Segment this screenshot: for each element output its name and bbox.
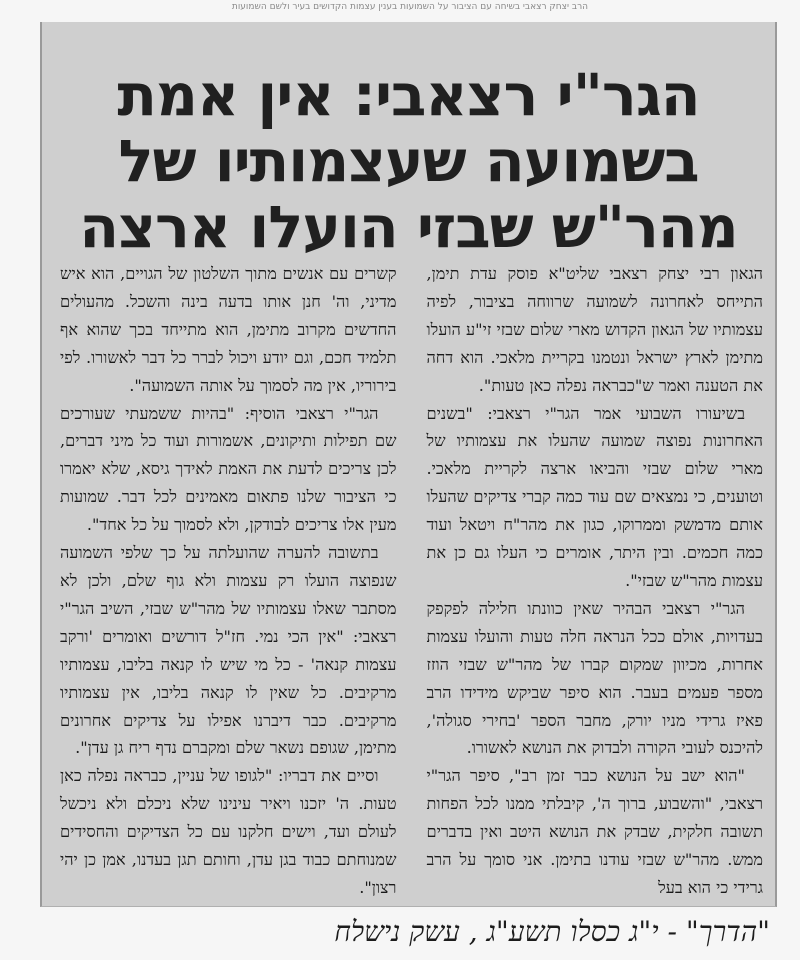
paragraph: "הוא ישב על הנושא כבר זמן רב", סיפר הגר"י רצאבי, "והשבוע, ברוך ה', קיבלתי ממנו לכל הפחות תשובה חלקית, שבדק את הנושא היטב ואין בדברים ממש. מהר"ש שבזי עודנו בתימן. אני סומך על הרב גרידי כי הוא בעל — [426, 766, 763, 897]
article-body — [60, 260, 763, 897]
paragraph: הגר"י רצאבי הוסיף: "בהיות ששמעתי שעורכים שם תפילות ותיקונים, אשמורות ועוד כל מיני דברים, לכן צריכים לדעת את האמת לאידך גיסא, שלא יאמרו כי הציבור שלנו פתאום מאמינים לכל דבר. שמועות מעין אלו צריכים לבודקן, ולא לסמוך על כל אחד". — [60, 403, 397, 535]
newspaper-clipping — [40, 22, 777, 907]
handwritten-source-note: "הדרך" - י"ג כסלו תשע"ג , עשק נישלח — [334, 915, 770, 948]
paragraph: בתשובה להערה שהועלתה על כך שלפי השמועה שנפוצה הועלו רק עצמות ולא גוף שלם, ולכן לא מסתבר שאלו עצמותיו של מהר"ש שבזי, השיב הגר"י רצאבי: "אין הכי נמי. חז"ל דורשים ואומרים 'ורקב עצמות קנאה' - כל מי שיש לו קנאה בליבו, עצמותיו מרקיבים. כל שאין לו קנאה בליבו, אין עצמותיו מרקיבים. כבר דיברנו אפילו על צדיקים אחרונים מתימן, שגופם נשאר שלם ומקברם נדף ריח גן עדן". — [60, 543, 397, 758]
article-headline — [62, 61, 755, 261]
paragraph: קשרים עם אנשים מתוך השלטון של הגויים, הוא איש מדיני, וה' חנן אותו בדעה בינה והשכל. מהעולים החדשים מקרוב מתימן, הוא מתייחד בכך שהוא אף תלמיד חכם, וגם יודע ויכול לברר כל דבר לאשורו. לפי בירוריו, אין מה לסמוך על אותה השמועה". — [60, 264, 397, 395]
paragraph: וסיים את דבריו: "לגופו של עניין, כבראה נפלה כאן טעות. ה' יזכנו ויאיר עינינו שלא ניכלם ולא ניכשל לעולם ועד, וישים חלקנו עם כל הצדיקים והחסידים שמנוחתם כבוד בגן עדן, וחותם תגן בעדנו, אמן כן יהי רצון". — [60, 766, 397, 897]
page-header-strip: הרב יצחק רצאבי בשיחה עם הציבור על השמועות בענין עצמות הקדושים בעיר ולשם השמועות — [231, 2, 589, 12]
left-column — [60, 260, 397, 897]
headline-line: מהר"ש שבזי הועלו ארצה — [79, 193, 738, 261]
headline-line: הגר"י רצאבי: אין אמת — [117, 61, 700, 129]
right-column — [426, 260, 764, 897]
headline-line: בשמועה שעצמותיו של — [118, 127, 699, 195]
paragraph: בשיעורו השבועי אמר הגר"י רצאבי: "בשנים האחרונות נפוצה שמועה שהעלו את עצמותיו של מארי שלום שבזי והביאו ארצה לקריית מלאכי. וטוענים, כי נמצאים שם עוד כמה קברי צדיקים שהעלו אותם מדמשק וממרוקו, כגון את מהר"ח ויטאל ועוד כמה חכמים. ובין היתר, אומרים כי העלו גם כן את עצמות מהר"ש שבזי". — [426, 403, 763, 590]
paragraph: הגר"י רצאבי הבהיר שאין כוונתו חלילה לפקפק בעדויות, אולם ככל הנראה חלה טעות והועלו עצמות אחרות, מכיוון שמקום קברו של מהר"ש שבזי הוזז מספר פעמים בעבר. הוא סיפר שביקש מידידו הרב פאיז גרידי מניו יורק, מחבר הספר 'בחירי סגולה', להיכנס לעובי הקורה ולבדוק את הנושא לאשורו. — [426, 598, 763, 758]
paragraph: הגאון רבי יצחק רצאבי שליט"א פוסק עדת תימן, התייחס לאחרונה לשמועה שרווחה בציבור, לפיה עצמותיו של הגאון הקדוש מארי שלום שבזי זי"ע הועלו מתימן לארץ ישראל ונטמנו בקריית מלאכי. הוא דחה את הטענה ואמר ש"כבראה נפלה כאן טעות". — [426, 264, 763, 395]
